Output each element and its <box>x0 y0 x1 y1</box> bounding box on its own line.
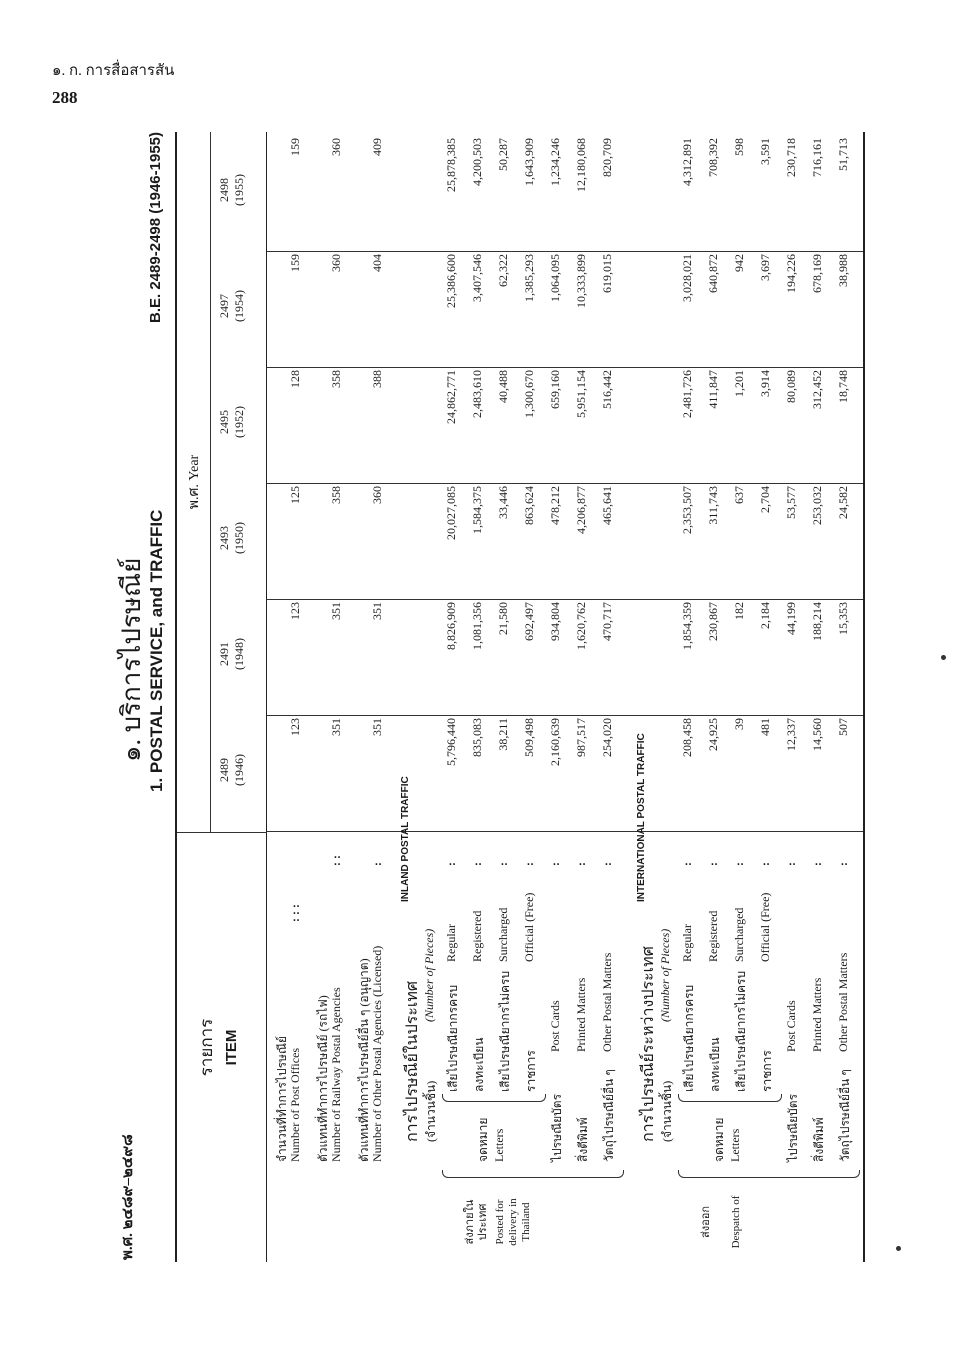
value-cell: 10,333,899 <box>574 254 588 308</box>
office-label-thai: จำนวนที่ทำการไปรษณีย์ <box>275 1035 289 1162</box>
unit-english: (Number of Pieces) <box>658 928 672 1022</box>
traffic-row <box>836 132 862 1262</box>
leader-dots: : : : <box>288 904 302 922</box>
leader-dots: : <box>680 862 694 866</box>
traffic-label-english: Other Postal Matters <box>836 952 850 1052</box>
be-year-range: B.E. 2489-2498 (1946-1955) <box>147 132 164 323</box>
traffic-label-english: Regular <box>444 924 458 962</box>
value-cell: 3,914 <box>758 370 772 397</box>
title-thai: ๑. บริการไปรษณีย์ <box>117 557 146 762</box>
leader-dots: : <box>574 862 588 866</box>
value-cell: 358 <box>329 486 343 504</box>
value-cell: 598 <box>732 138 746 156</box>
year-header-2497: 2497 (1954) <box>217 290 246 322</box>
section-title-thai: การไปรษณีย์ในประเทศ <box>404 980 421 1142</box>
traffic-label-thai: สิ่งตีพิมพ์ <box>812 1117 826 1162</box>
side-label-english: Posted for delivery in Thailand <box>494 1198 532 1246</box>
value-cell: 3,028,021 <box>680 254 694 302</box>
traffic-label-thai: สิ่งตีพิมพ์ <box>576 1117 590 1162</box>
letters-label-english: Letters <box>492 1128 506 1162</box>
traffic-label-thai: วัตถุไปรษณีย์อื่น ๆ <box>838 1069 852 1162</box>
value-cell: 62,322 <box>496 254 510 287</box>
value-cell: 2,481,726 <box>680 370 694 418</box>
office-label-thai: ตัวแทนที่ทำการไปรษณีย์ (รถไฟ) <box>316 995 330 1162</box>
value-cell: 33,446 <box>496 486 510 519</box>
traffic-label-english: Official (Free) <box>758 892 772 962</box>
value-cell: 2,184 <box>758 602 772 629</box>
value-cell: 8,826,909 <box>444 602 458 650</box>
value-cell: 987,517 <box>574 718 588 757</box>
value-cell: 2,483,610 <box>470 370 484 418</box>
year-header-rule <box>210 132 211 832</box>
letters-label-thai: จดหมาย <box>712 1117 726 1162</box>
value-cell: 820,709 <box>600 138 614 177</box>
office-label-english: Number of Other Postal Agencies (Licensed) <box>370 945 384 1162</box>
traffic-label-english: Post Cards <box>784 1000 798 1052</box>
traffic-label-thai: ราชการ <box>760 1050 774 1092</box>
value-cell: 478,212 <box>548 486 562 525</box>
value-cell: 358 <box>329 370 343 388</box>
value-cell: 194,226 <box>784 254 798 293</box>
value-cell: 12,180,068 <box>574 138 588 192</box>
traffic-label-english: Printed Matters <box>574 977 588 1052</box>
value-cell: 351 <box>370 602 384 620</box>
value-cell: 2,704 <box>758 486 772 513</box>
value-cell: 481 <box>758 718 772 736</box>
value-cell: 5,796,440 <box>444 718 458 766</box>
value-cell: 80,089 <box>784 370 798 403</box>
value-cell: 2,353,507 <box>680 486 694 534</box>
leader-dots: : <box>522 862 536 866</box>
value-cell: 182 <box>732 602 746 620</box>
value-cell: 942 <box>732 254 746 272</box>
traffic-label-thai: ลงทะเบียน <box>708 1037 722 1092</box>
value-cell: 835,083 <box>470 718 484 757</box>
office-label-english: Number of Railway Postal Agencies <box>329 987 343 1162</box>
value-cell: 312,452 <box>810 370 824 409</box>
value-cell: 15,353 <box>836 602 850 635</box>
leader-dots: : <box>470 862 484 866</box>
value-cell: 50,287 <box>496 138 510 171</box>
traffic-row <box>784 132 810 1262</box>
value-cell: 1,854,359 <box>680 602 694 650</box>
traffic-label-thai: วัตถุไปรษณีย์อื่น ๆ <box>602 1069 616 1162</box>
traffic-row <box>758 132 784 1262</box>
unit-english: (Number of Pieces) <box>422 928 436 1022</box>
value-cell: 716,161 <box>810 138 824 177</box>
traffic-label-english: Surcharged <box>496 907 510 962</box>
traffic-label-thai: เสียไปรษณียากรไม่ครบ <box>498 970 512 1092</box>
traffic-label-english: Post Cards <box>548 1000 562 1052</box>
year-header-title: พ.ศ. Year <box>187 454 202 510</box>
leader-dots: : : <box>329 855 343 866</box>
value-cell: 123 <box>288 602 302 620</box>
leader-dots: : <box>370 862 384 866</box>
traffic-label-english: Registered <box>706 910 720 962</box>
value-cell: 5,951,154 <box>574 370 588 418</box>
postal-statistics-table <box>175 132 865 1262</box>
value-cell: 12,337 <box>784 718 798 751</box>
traffic-row <box>522 132 548 1262</box>
traffic-label-thai: เสียไปรษณียากรครบ <box>682 984 696 1092</box>
value-cell: 125 <box>288 486 302 504</box>
office-row-thai <box>314 132 330 1262</box>
traffic-row <box>600 132 626 1262</box>
value-cell: 411,847 <box>706 370 720 409</box>
item-column-header <box>177 832 267 1262</box>
value-cell: 708,392 <box>706 138 720 177</box>
traffic-label-english: Surcharged <box>732 907 746 962</box>
value-cell: 351 <box>329 602 343 620</box>
letters-brace <box>442 1094 546 1102</box>
section-title-english: INTERNATIONAL POSTAL TRAFFIC <box>636 733 647 902</box>
value-cell: 934,804 <box>548 602 562 641</box>
value-cell: 360 <box>329 254 343 272</box>
value-cell: 39 <box>732 718 746 730</box>
group-brace <box>678 1170 860 1178</box>
year-header-2489: 2489 (1946) <box>217 754 246 786</box>
traffic-label-english: Printed Matters <box>810 977 824 1052</box>
traffic-label-thai: ไปรษณียบัตร <box>550 1093 564 1162</box>
speck-mark <box>896 1246 901 1251</box>
leader-dots: : <box>784 862 798 866</box>
value-cell: 188,214 <box>810 602 824 641</box>
group-brace <box>442 1170 624 1178</box>
year-column-header <box>177 132 267 832</box>
year-header-2493: 2493 (1950) <box>217 522 246 554</box>
traffic-label-thai: เสียไปรษณียากรครบ <box>446 984 460 1092</box>
office-row-thai <box>355 132 371 1262</box>
value-cell: 351 <box>370 718 384 736</box>
traffic-row <box>732 132 758 1262</box>
value-cell: 409 <box>370 138 384 156</box>
side-label-thai: ส่งออก <box>700 1206 712 1238</box>
value-cell: 4,206,877 <box>574 486 588 534</box>
value-cell: 44,199 <box>784 602 798 635</box>
value-cell: 1,201 <box>732 370 746 397</box>
office-row <box>288 132 304 1262</box>
value-cell: 123 <box>288 718 302 736</box>
value-cell: 1,620,762 <box>574 602 588 650</box>
traffic-row <box>810 132 836 1262</box>
value-cell: 38,211 <box>496 718 510 751</box>
value-cell: 1,234,246 <box>548 138 562 186</box>
value-cell: 351 <box>329 718 343 736</box>
rotated-table-page <box>105 132 875 1262</box>
footer-be-range: พ.ศ. ๒๔๘๙–๒๔๙๘ <box>120 1134 136 1260</box>
leader-dots: : <box>758 862 772 866</box>
traffic-row <box>470 132 496 1262</box>
traffic-label-english: Other Postal Matters <box>600 952 614 1052</box>
office-label-english: Number of Post Offices <box>288 1047 302 1162</box>
value-cell: 24,925 <box>706 718 720 751</box>
office-row <box>329 132 345 1262</box>
traffic-label-thai: ราชการ <box>524 1050 538 1092</box>
value-cell: 388 <box>370 370 384 388</box>
value-cell: 4,312,891 <box>680 138 694 186</box>
value-cell: 159 <box>288 138 302 156</box>
office-row-thai <box>273 132 289 1262</box>
traffic-row <box>496 132 522 1262</box>
item-header-english: ITEM <box>223 1029 240 1066</box>
letters-label-thai: จดหมาย <box>476 1117 490 1162</box>
traffic-label-english: Regular <box>680 924 694 962</box>
value-cell: 470,717 <box>600 602 614 641</box>
leader-dots: : <box>548 862 562 866</box>
traffic-label-english: Registered <box>470 910 484 962</box>
office-row <box>370 132 386 1262</box>
value-cell: 3,591 <box>758 138 772 165</box>
leader-dots: : <box>444 862 458 866</box>
value-cell: 509,498 <box>522 718 536 757</box>
value-cell: 24,862,771 <box>444 370 458 424</box>
traffic-row <box>548 132 574 1262</box>
title-english: 1. POSTAL SERVICE, and TRAFFIC <box>147 509 166 792</box>
traffic-row <box>706 132 732 1262</box>
value-cell: 1,064,095 <box>548 254 562 302</box>
value-cell: 159 <box>288 254 302 272</box>
value-cell: 360 <box>329 138 343 156</box>
value-cell: 404 <box>370 254 384 272</box>
value-cell: 25,878,385 <box>444 138 458 192</box>
value-cell: 516,442 <box>600 370 614 409</box>
section-title-english: INLAND POSTAL TRAFFIC <box>400 776 411 902</box>
traffic-row <box>680 132 706 1262</box>
value-cell: 20,027,085 <box>444 486 458 540</box>
letters-brace <box>678 1094 782 1102</box>
value-cell: 3,407,546 <box>470 254 484 302</box>
value-cell: 14,560 <box>810 718 824 751</box>
unit-thai: (จำนวนชิ้น) <box>424 1080 438 1142</box>
value-cell: 1,643,909 <box>522 138 536 186</box>
leader-dots: : <box>836 862 850 866</box>
value-cell: 253,032 <box>810 486 824 525</box>
traffic-label-english: Official (Free) <box>522 892 536 962</box>
value-cell: 507 <box>836 718 850 736</box>
value-cell: 692,497 <box>522 602 536 641</box>
value-cell: 2,160,639 <box>548 718 562 766</box>
value-cell: 128 <box>288 370 302 388</box>
page-header-mark: ๑. ก. การสื่อสารสัน <box>52 63 175 79</box>
value-cell: 1,584,375 <box>470 486 484 534</box>
traffic-label-thai: ลงทะเบียน <box>472 1037 486 1092</box>
table-header <box>177 132 267 1262</box>
value-cell: 4,200,503 <box>470 138 484 186</box>
side-label-thai: ส่งภายในประเทศ <box>464 1199 489 1245</box>
leader-dots: : <box>732 862 746 866</box>
value-cell: 637 <box>732 486 746 504</box>
value-cell: 1,081,356 <box>470 602 484 650</box>
value-cell: 24,582 <box>836 486 850 519</box>
value-cell: 640,872 <box>706 254 720 293</box>
value-cell: 53,577 <box>784 486 798 519</box>
value-cell: 38,988 <box>836 254 850 287</box>
leader-dots: : <box>496 862 510 866</box>
section-title <box>400 132 420 1262</box>
value-cell: 311,743 <box>706 486 720 525</box>
side-label-english: Despatch of <box>730 1195 742 1249</box>
traffic-row <box>444 132 470 1262</box>
value-cell: 659,160 <box>548 370 562 409</box>
value-cell: 51,713 <box>836 138 850 171</box>
office-label-thai: ตัวแทนที่ทำการไปรษณีย์อื่น ๆ (อนุญาต) <box>357 958 371 1162</box>
value-cell: 25,386,600 <box>444 254 458 308</box>
value-cell: 465,641 <box>600 486 614 525</box>
value-cell: 254,020 <box>600 718 614 757</box>
letters-label-english: Letters <box>728 1128 742 1162</box>
value-cell: 1,385,293 <box>522 254 536 302</box>
value-cell: 208,458 <box>680 718 694 757</box>
value-cell: 1,300,670 <box>522 370 536 418</box>
value-cell: 360 <box>370 486 384 504</box>
table-body <box>267 132 863 1262</box>
year-header-2491: 2491 (1948) <box>217 638 246 670</box>
item-header-thai: รายการ <box>197 1018 216 1077</box>
value-cell: 18,748 <box>836 370 850 403</box>
unit-thai: (จำนวนชิ้น) <box>660 1080 674 1142</box>
leader-dots: : <box>706 862 720 866</box>
value-cell: 21,580 <box>496 602 510 635</box>
section-title <box>636 132 656 1262</box>
value-cell: 678,169 <box>810 254 824 293</box>
leader-dots: : <box>600 862 614 866</box>
traffic-row <box>574 132 600 1262</box>
leader-dots: : <box>810 862 824 866</box>
traffic-label-thai: ไปรษณียบัตร <box>786 1093 800 1162</box>
page-number: 288 <box>52 88 78 107</box>
traffic-label-thai: เสียไปรษณียากรไม่ครบ <box>734 970 748 1092</box>
speck-mark <box>941 655 946 660</box>
year-header-2495: 2495 (1952) <box>217 406 246 438</box>
value-cell: 230,718 <box>784 138 798 177</box>
value-cell: 230,867 <box>706 602 720 641</box>
value-cell: 619,015 <box>600 254 614 293</box>
value-cell: 40,488 <box>496 370 510 403</box>
value-cell: 863,624 <box>522 486 536 525</box>
year-header-2498: 2498 (1955) <box>217 174 246 206</box>
section-title-thai: การไปรษณีย์ระหว่างประเทศ <box>640 946 657 1142</box>
value-cell: 3,697 <box>758 254 772 281</box>
